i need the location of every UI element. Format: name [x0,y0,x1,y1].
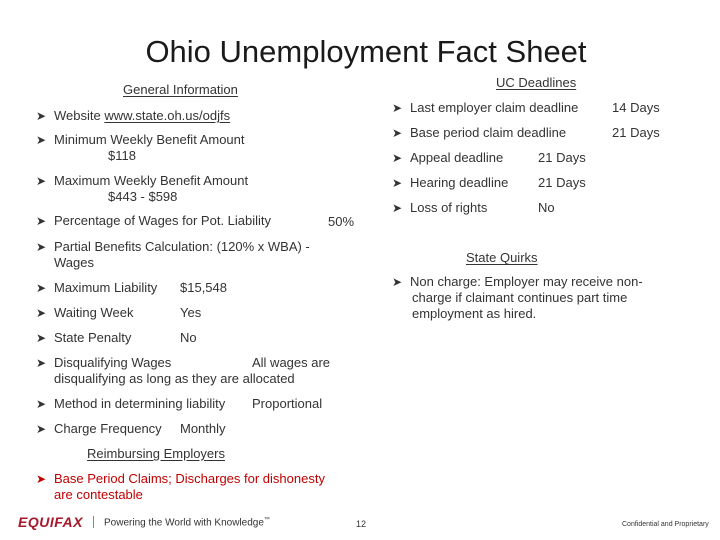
quirk-line3: employment as hired. [412,306,537,321]
arrow-bullet-icon: ➤ [392,126,403,140]
trademark: ™ [263,517,270,523]
arrow-bullet-icon: ➤ [36,306,47,320]
general-information-heading: General Information [123,82,238,97]
arrow-bullet-icon: ➤ [36,214,47,228]
state-quirks-heading: State Quirks [466,250,538,265]
website-item [36,108,366,124]
website-link[interactable]: www.state.oh.us/odjfs [104,108,231,123]
arrow-bullet-icon: ➤ [36,281,47,295]
reimbursing-employers-item [36,471,366,503]
partial-benefits-line1: Partial Benefits Calculation: (120% x WBA) - [54,239,310,254]
quirk-line1: Non charge: Employer may receive non- [410,274,643,289]
charge-frequency-item [36,421,366,437]
partial-benefits-line2: Wages [54,255,94,270]
deadline-value: 21 Days [612,125,660,140]
max-wba-item [36,173,366,205]
deadline-label: Base period claim deadline [410,125,567,140]
arrow-bullet-icon: ➤ [36,240,47,254]
method-value: Proportional [252,396,323,411]
state-penalty-value: No [180,330,197,345]
deadline-value: 21 Days [538,150,586,165]
waiting-week-label: Waiting Week [54,305,134,320]
max-wba-value: $443 - $598 [108,189,178,204]
page-number: 12 [356,519,367,529]
deadline-label: Hearing deadline [410,175,509,190]
waiting-week-item [36,305,366,321]
deadline-row [392,200,692,216]
arrow-bullet-icon: ➤ [392,151,403,165]
reimbursing-employers-heading: Reimbursing Employers [87,446,225,461]
min-wba-value: $118 [108,148,136,163]
arrow-bullet-icon: ➤ [36,174,47,188]
confidential-notice: Confidential and Proprietary [622,521,709,528]
deadline-row [392,100,692,116]
deadline-row [392,175,692,191]
quirk-item [392,274,692,322]
disqualifying-wages-item [36,355,366,387]
deadline-label: Loss of rights [410,200,488,215]
state-penalty-label: State Penalty [54,330,132,345]
quirk-line2: charge if claimant continues part time [412,290,628,305]
equifax-logo: EQUIFAX [18,514,83,530]
max-liability-item [36,280,366,296]
deadline-label: Last employer claim deadline [410,100,579,115]
deadline-row [392,125,692,141]
waiting-week-value: Yes [180,305,202,320]
deadline-label: Appeal deadline [410,150,504,165]
page-title: Ohio Unemployment Fact Sheet [145,34,587,69]
arrow-bullet-icon: ➤ [36,422,47,436]
deadline-row [392,150,692,166]
charge-frequency-value: Monthly [180,421,226,436]
method-item [36,396,366,412]
partial-benefits-item [36,239,366,271]
reimbursing-line2: are contestable [54,487,143,502]
disqualifying-wages-line2: disqualifying as long as they are allocated [54,371,295,386]
deadline-value: No [538,200,555,215]
uc-deadlines-heading: UC Deadlines [496,75,577,90]
disqualifying-wages-value: All wages are [252,355,331,370]
footer-tagline-wrap [104,517,270,528]
max-wba-label: Maximum Weekly Benefit Amount [54,173,249,188]
charge-frequency-label: Charge Frequency [54,421,162,436]
max-liability-label: Maximum Liability [54,280,158,295]
reimbursing-line1: Base Period Claims; Discharges for dishonesty [54,471,325,486]
arrow-bullet-icon: ➤ [36,472,47,486]
arrow-bullet-icon: ➤ [36,397,47,411]
state-penalty-item [36,330,366,346]
footer-divider [93,516,94,528]
deadline-value: 14 Days [612,100,660,115]
arrow-bullet-icon: ➤ [392,201,403,215]
percentage-item [36,213,366,229]
arrow-bullet-icon: ➤ [392,275,403,289]
footer-tagline: Powering the World with Knowledge [104,517,264,529]
percentage-label: Percentage of Wages for Pot. Liability [54,213,272,228]
min-wba-label: Minimum Weekly Benefit Amount [54,132,245,147]
arrow-bullet-icon: ➤ [36,109,47,123]
arrow-bullet-icon: ➤ [392,101,403,115]
min-wba-item [36,132,366,164]
arrow-bullet-icon: ➤ [36,133,47,147]
disqualifying-wages-label: Disqualifying Wages [54,355,172,370]
website-label: Website [54,108,101,123]
arrow-bullet-icon: ➤ [36,356,47,370]
max-liability-value: $15,548 [180,280,227,295]
deadline-value: 21 Days [538,175,586,190]
method-label: Method in determining liability [54,396,226,411]
arrow-bullet-icon: ➤ [392,176,403,190]
percentage-value: 50% [328,214,355,229]
arrow-bullet-icon: ➤ [36,331,47,345]
